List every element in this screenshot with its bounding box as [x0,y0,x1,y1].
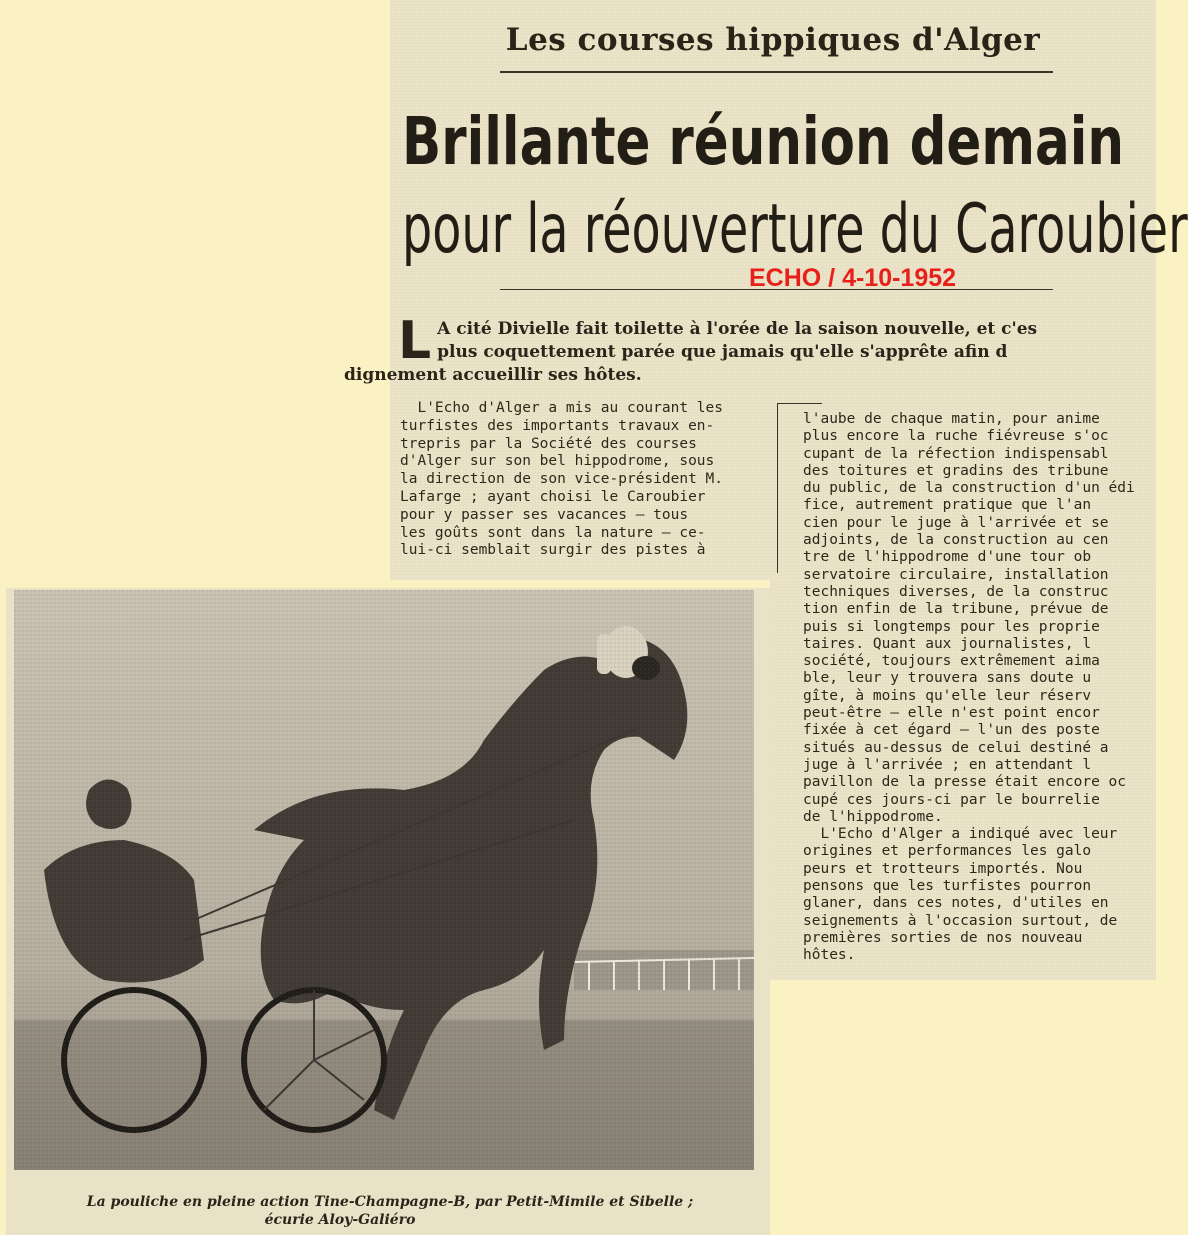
lead-line-2: plus coquettement parée que jamais qu'elle s'apprête afin d [437,342,1008,362]
photo-caption [20,1193,760,1229]
body-line: pavillon de la presse était encore oc [803,774,1127,791]
body-line: la direction de son vice-président M. [400,471,724,488]
body-line: société, toujours extrêmement aima [803,653,1100,670]
body-line: peurs et trotteurs importés. Nou [803,860,1083,877]
body-line: origines et performances les galo [803,843,1092,860]
body-line: d'Alger sur son bel hippodrome, sous [400,453,715,470]
lead-line-3: dignement accueillir ses hôtes. [344,365,642,385]
body-line: glaner, dans ces notes, d'utiles en [803,895,1109,912]
lead-line-1: A cité Divielle fait toilette à l'orée de la saison nouvelle, et c'es [437,319,1038,339]
body-line: fice, autrement pratique que l'an [803,497,1092,514]
body-line: pensons que les turfistes pourron [803,878,1092,895]
body-line: seignements à l'occasion surtout, de [803,912,1118,929]
lead-dropcap: L [398,311,432,371]
body-line: tion enfin de la tribune, prévue de [803,601,1109,618]
body-line: cupé ces jours-ci par le bourrelie [803,791,1100,808]
body-line: puis si longtemps pour les proprie [803,618,1100,635]
body-line: adjoints, de la construction au cen [803,532,1109,549]
kicker-title: Les courses hippiques d'Alger [505,22,1041,58]
body-column-2 [803,411,1163,965]
kicker-rule [500,71,1053,73]
body-line: L'Echo d'Alger a indiqué avec leur [803,826,1118,843]
headline-line-1: Brillante réunion demain [402,103,1125,180]
caption-line-2: écurie Aloy-Galiéro [264,1212,416,1228]
caption-line-1: La pouliche en pleine action Tine-Champagne-B, par Petit-Mimile et Sibelle ; [86,1194,694,1210]
body-line: fixée à cet égard — l'un des poste [803,722,1100,739]
body-line: peut-être — elle n'est point encor [803,705,1100,722]
headline-line-2: pour la réouverture du Caroubier [402,190,1188,269]
body-line: cupant de la réfection indispensabl [803,445,1109,462]
body-line: premières sorties de nos nouveau [803,929,1083,946]
body-line: du public, de la construction d'un édi [803,480,1135,497]
column-divider-top [777,403,822,404]
body-line: Lafarge ; ayant choisi le Caroubier [400,488,706,505]
body-line: l'aube de chaque matin, pour anime [803,411,1100,427]
body-line: techniques diverses, de la construc [803,583,1109,600]
body-line: taires. Quant aux journalistes, l [803,635,1092,652]
body-line: turfistes des importants travaux en- [400,417,715,434]
body-line: juge à l'arrivée ; en attendant l [803,756,1092,773]
body-line: hôtes. [803,947,856,964]
body-line: cien pour le juge à l'arrivée et se [803,514,1109,531]
body-line: gîte, à moins qu'elle leur réserv [803,687,1092,704]
photo-harness-racer [14,590,754,1170]
column-divider [777,403,778,573]
body-line: trepris par la Société des courses [400,435,697,452]
body-line: servatoire circulaire, installation [803,566,1109,583]
body-line: des toitures et gradins des tribune [803,462,1109,479]
photo-illustration [14,590,754,1170]
body-line: les goûts sont dans la nature — ce- [400,524,706,541]
body-line: situés au-dessus de celui destiné a [803,739,1109,756]
lead-paragraph [344,311,1156,387]
body-column-1 [400,400,772,560]
body-line: plus encore la ruche fiévreuse s'oc [803,428,1109,445]
body-line: tre de l'hippodrome d'une tour ob [803,549,1092,566]
body-line: de l'hippodrome. [803,808,943,825]
source-stamp: ECHO / 4-10-1952 [749,264,957,292]
body-line: pour y passer ses vacances — tous [400,506,689,523]
body-line: L'Echo d'Alger a mis au courant les [400,400,724,416]
body-line: lui-ci semblait surgir des pistes à [400,542,706,559]
body-line: ble, leur y trouvera sans doute u [803,670,1092,687]
